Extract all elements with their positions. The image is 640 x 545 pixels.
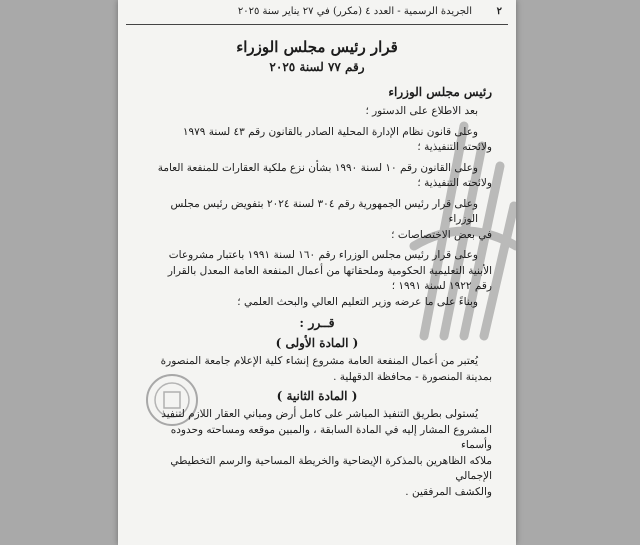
preamble-line: الأبنية التعليمية الحكومية وملحقاتها من أعمال المنفعة العامة المعدل بالقرار: [167, 264, 492, 277]
article-2-line: يُستولى بطريق التنفيذ المباشر على كامل أرض ومباني العقار اللازم لتنفيذ: [161, 408, 478, 420]
preamble-line: رقم ١٩٢٢ لسنة ١٩٩١ ؛: [391, 280, 492, 292]
preamble-line: ولائحته التنفيذية ؛: [417, 177, 492, 189]
header-rule: [126, 24, 508, 25]
document-body: [142, 36, 492, 545]
article-1-heading: ( المادة الأولى ): [275, 336, 359, 350]
preamble-line: وعلى القانون رقم ١٠ لسنة ١٩٩٠ بشأن نزع ملكية العقارات للمنفعة العامة: [157, 161, 478, 174]
article-2-line: والكشف المرفقين .: [405, 485, 492, 498]
issuing-authority: رئيس مجلس الوزراء: [388, 85, 492, 99]
decides-heading: قــرر :: [299, 315, 335, 330]
page-number: ٢: [496, 6, 502, 17]
preamble-line: وعلى قرار رئيس الجمهورية رقم ٣٠٤ لسنة ٢٠٢٤ بتفويض رئيس مجلس الوزراء: [170, 197, 478, 225]
preamble-line: بعد الاطلاع على الدستور ؛: [365, 105, 478, 117]
page-header: [118, 4, 516, 24]
document-page: [118, 0, 516, 545]
decree-number: رقم ٧٧ لسنة ٢٠٢٥: [269, 60, 365, 74]
article-2-line: المشروع المشار إليه في المادة السابقة ، والمبين موقعه ومساحته وحدوده وأسماء: [170, 423, 492, 451]
gazette-header: الجريدة الرسمية - العدد ٤ (مكرر) في ٢٧ يناير سنة ٢٠٢٥: [237, 6, 472, 17]
preamble-line: ولائحته التنفيذية ؛: [417, 141, 492, 153]
preamble-line: وعلى قرار رئيس مجلس الوزراء رقم ١٦٠ لسنة ١٩٩١ باعتبار مشروعات: [168, 249, 478, 261]
article-2-heading: ( المادة الثانية ): [276, 389, 358, 403]
preamble-line: وعلى قانون نظام الإدارة المحلية الصادر بالقانون رقم ٤٣ لسنة ١٩٧٩: [182, 125, 478, 138]
article-2-line: ملاكه الظاهرين بالمذكرة الإيضاحية والخريطة المساحية والرسم التخطيطي الإجمالي: [170, 454, 492, 482]
preamble-line: في بعض الاختصاصات ؛: [391, 228, 492, 241]
article-1-line: يُعتبر من أعمال المنفعة العامة مشروع إنشاء كلية الإعلام جامعة المنصورة: [160, 355, 478, 367]
article-1-line: بمدينة المنصورة - محافظة الدقهلية .: [333, 370, 492, 383]
decree-title: قرار رئيس مجلس الوزراء: [236, 38, 398, 56]
preamble-line: وبناءً على ما عرضه وزير التعليم العالي والبحث العلمي ؛: [237, 295, 478, 308]
